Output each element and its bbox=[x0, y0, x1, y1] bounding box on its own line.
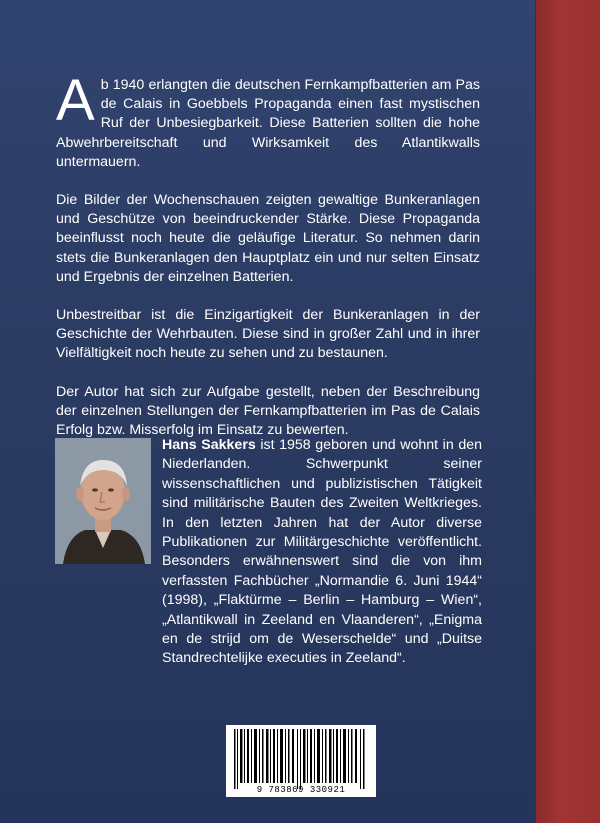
author-photo bbox=[55, 438, 151, 564]
author-name: Hans Sakkers bbox=[162, 437, 256, 453]
spine-edge bbox=[535, 0, 600, 823]
blurb-text bbox=[56, 68, 480, 459]
author-bio bbox=[162, 436, 482, 669]
isbn-digits: 9 783869 330921 bbox=[256, 785, 346, 795]
author-bio-text: ist 1958 geboren und wohnt in den Niederlanden. Schwerpunkt seiner wissenschaftlichen und publizistischen Tätigkeit sind militärische Bauten des Zweiten Weltkrieges. In den letzten Jahren hat der Autor diverse Publikationen zur Militärgeschichte veröffentlicht. Besonders erwähnenswert sind die von ihm verfassten Fachbücher „Normandie 6. Juni 1944“ (1998), „Flaktürme – Berlin – Hamburg – Wien“, „Atlantikwall in Zeeland en Vlaanderen“, „Enigma en de strijd om de Weserschelde“ und „Duitse Standrechtelijke executies in Zeeland“. bbox=[162, 437, 482, 667]
blurb-paragraph-3: Unbestreitbar ist die Einzigartigkeit der Bunkeranlagen in der Geschichte der Wehrbauten. Diese sind in großer Zahl und in ihrer Vielfältigkeit noch heute zu sehen und zu bestaunen. bbox=[56, 307, 480, 362]
blurb-paragraph-2: Die Bilder der Wochenschauen zeigten gewaltige Bunkeranlagen und Geschütze von beeindruckender Stärke. Diese Propaganda beeinflusst noch heute die geläufige Literatur. So nehmen darin stets die Bunkeranlagen den Hauptplatz ein und nur selten Einsatz und Ergebnis der einzelnen Batterien. bbox=[56, 192, 480, 285]
isbn-barcode bbox=[226, 725, 376, 797]
blurb-paragraph-4: Der Autor hat sich zur Aufgabe gestellt, neben der Beschreibung der einzelnen Stellungen der Fernkampfbatterien im Pas de Calais Erfolg bzw. Misserfolg im Einsatz zu bewerten. bbox=[56, 383, 480, 439]
blurb-paragraph-1: Ab 1940 erlangten die deutschen Fernkampfbatterien am Pas de Calais in Goebbels Propaganda einen fast mystischen Ruf der Unbesiegbarkeit. Diese Batterien sollten die hohe Abwehrbereitschaft und Wirksamkeit des Atlantikwalls untermauern. bbox=[56, 68, 480, 170]
drop-cap: A bbox=[56, 68, 95, 133]
